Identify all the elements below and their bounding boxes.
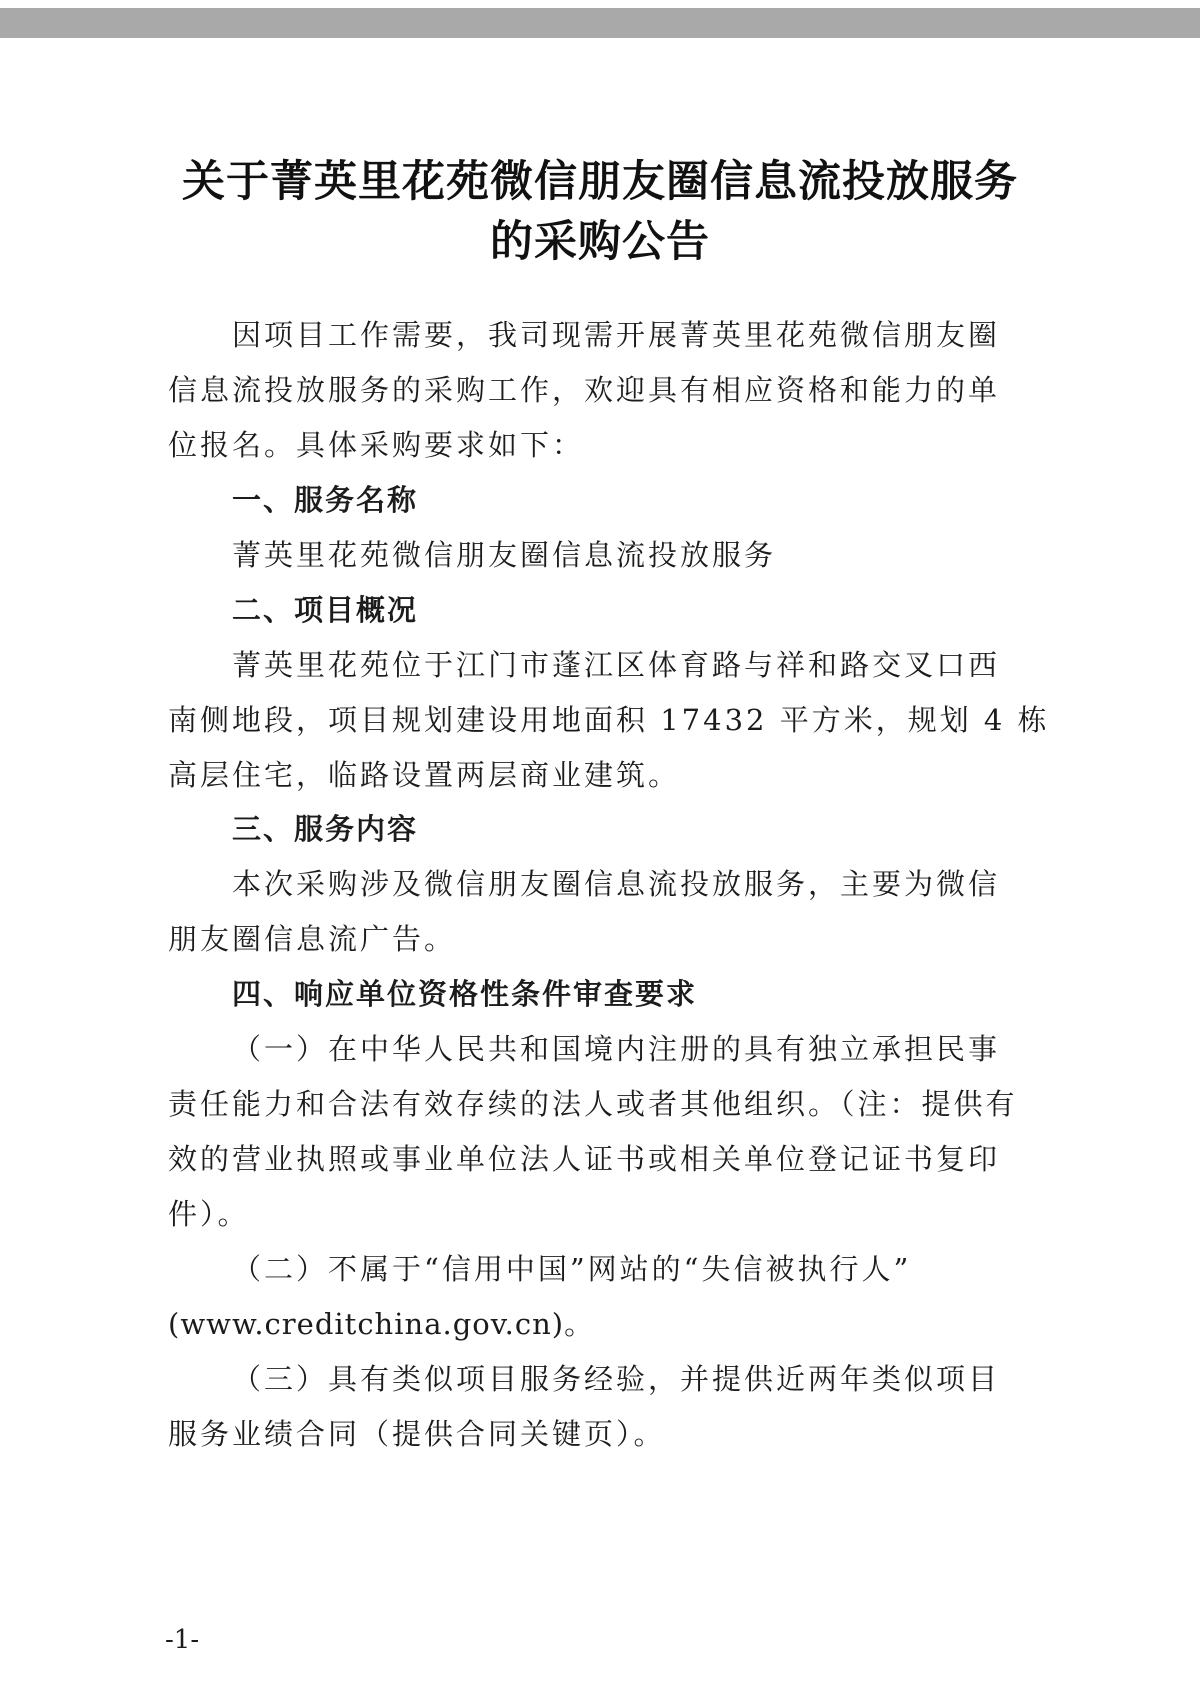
section-2-line-3: 高层住宅，临路设置两层商业建筑。 <box>168 758 681 792</box>
requirement-1-line-1: （一）在中华人民共和国境内注册的具有独立承担民事 <box>232 1032 1001 1066</box>
section-2-line-1: 菁英里花苑位于江门市蓬江区体育路与祥和路交叉口西 <box>232 648 1001 682</box>
section-3-line-1: 本次采购涉及微信朋友圈信息流投放服务，主要为微信 <box>232 867 1001 901</box>
requirement-3-line-1: （三）具有类似项目服务经验，并提供近两年类似项目 <box>232 1362 1001 1396</box>
requirement-2-line-1: （二）不属于“信用中国”网站的“失信被执行人” <box>232 1252 912 1286</box>
section-2-line-2: 南侧地段，项目规划建设用地面积 17432 平方米，规划 4 栋 <box>168 703 1050 737</box>
requirement-3-line-2: 服务业绩合同（提供合同关键页）。 <box>168 1417 666 1451</box>
title-line-2: 的采购公告 <box>490 217 710 267</box>
requirement-2-line-2: (www.creditchina.gov.cn)。 <box>168 1307 595 1341</box>
section-4-heading: 四、响应单位资格性条件审查要求 <box>232 977 698 1011</box>
section-1-heading: 一、服务名称 <box>232 483 419 517</box>
section-3-line-2: 朋友圈信息流广告。 <box>168 922 457 956</box>
requirement-1-line-4: 件）。 <box>168 1197 250 1231</box>
requirement-1-line-2: 责任能力和合法有效存续的法人或者其他组织。（注：提供有 <box>168 1087 1018 1121</box>
document-title <box>140 152 1060 272</box>
intro-line-1: 因项目工作需要，我司现需开展菁英里花苑微信朋友圈 <box>232 318 1001 352</box>
intro-line-3: 位报名。具体采购要求如下： <box>168 428 585 462</box>
requirement-1-line-3: 效的营业执照或事业单位法人证书或相关单位登记证书复印 <box>168 1142 1001 1176</box>
section-1-text: 菁英里花苑微信朋友圈信息流投放服务 <box>232 538 777 572</box>
section-2-heading: 二、项目概况 <box>232 593 419 627</box>
intro-line-2: 信息流投放服务的采购工作，欢迎具有相应资格和能力的单 <box>168 373 1001 407</box>
scan-edge-bar <box>0 8 1200 38</box>
title-line-1: 关于菁英里花苑微信朋友圈信息流投放服务 <box>182 157 1018 207</box>
page-number: -1- <box>165 1625 200 1655</box>
section-3-heading: 三、服务内容 <box>232 812 419 846</box>
